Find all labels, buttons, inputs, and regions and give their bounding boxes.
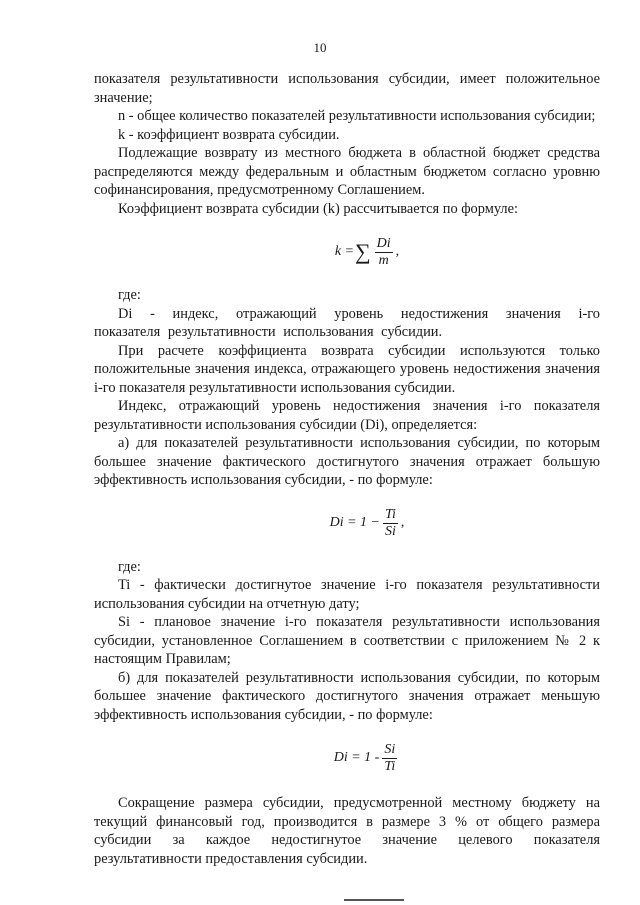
formula-k-lhs: k = [334,243,354,259]
formula-di-b-lhs: Di = 1 - [333,749,380,765]
formula-k [134,234,600,270]
formula-di-a-tail: , [400,515,405,531]
paragraph-si-definition: Si - плановое значение i-го показателя результативности использования субсидии, установленное Соглашением в соответствии с приложением № 2 к настоящим Правилам; [94,614,600,667]
formula-di-b-numerator: Si [384,741,396,757]
paragraph-case-b: б) для показателей результативности использования субсидии, по которым большее значение фактического достигнутого значения отражает меньшую эффективность использования субсидии, - по формуле: [94,669,600,723]
paragraph-di-definition: Di - индекс, отражающий уровень недостижения значения i-го показателя результативности использования субсидии. [94,305,600,340]
paragraph-index-intro: Индекс, отражающий уровень недостижения значения i-го показателя результативности использования субсидии (Di), определяется: [94,398,600,433]
paragraph-coefficient-intro: Коэффициент возврата субсидии (k) рассчитывается по формуле: [118,200,518,217]
paragraph-ti-definition: Ti - фактически достигнутое значение i-го показателя результативности использования субсидии на отчетную дату; [94,577,600,612]
paragraph-k-definition: k - коэффициент возврата субсидии. [118,126,340,143]
bottom-mark [344,899,404,901]
sum-symbol: ∑ [354,238,371,264]
formula-di-b [134,740,600,776]
paragraph-n-definition: n - общее количество показателей результативности использования субсидии; [118,108,596,124]
formula-k-tail: , [395,243,400,259]
formula-k-fraction [375,237,393,268]
formula-di-b-fraction [382,743,397,774]
where-label-2: где: [118,558,141,575]
formula-di-a-numerator: Ti [385,507,396,522]
formula-di-a-lhs: Di = 1 − [329,515,380,531]
formula-di-a-fraction [383,508,398,539]
document-body [94,70,600,868]
paragraph-positive-values: При расчете коэффициента возврата субсидии используются только положительные значения индекса, отражающего уровень недостижения значения i-го показателя результативности использования субсидии. [94,342,600,396]
formula-di-a [134,504,600,544]
paragraph-continuation: показателя результативности использования субсидии, имеет положительное значение; [94,71,600,106]
where-label-1: где: [118,287,141,303]
formula-di-b-denominator: Ti [384,758,396,774]
paragraph-reduction: Сокращение размера субсидии, предусмотренной местному бюджету на текущий финансовый год, производится в размере 3 % от общего размера субсидии за каждое недостигнутое значение целевого показателя результативности предоставления субсидии. [94,795,600,867]
formula-di-a-denominator: Si [385,524,396,539]
page-number: 10 [313,40,327,55]
paragraph-distribution: Подлежащие возврату из местного бюджета в областной бюджет средства распределяются между федеральным и областным бюджетом согласно уровню софинансирования, предусмотренному Соглашением. [94,145,600,198]
formula-k-numerator: Di [376,235,391,251]
paragraph-case-a: а) для показателей результативности использования субсидии, по которым большее значение фактического достигнутого значения отражает большую эффективность использования субсидии, - по формуле: [94,435,600,488]
formula-k-denominator: m [378,252,389,268]
